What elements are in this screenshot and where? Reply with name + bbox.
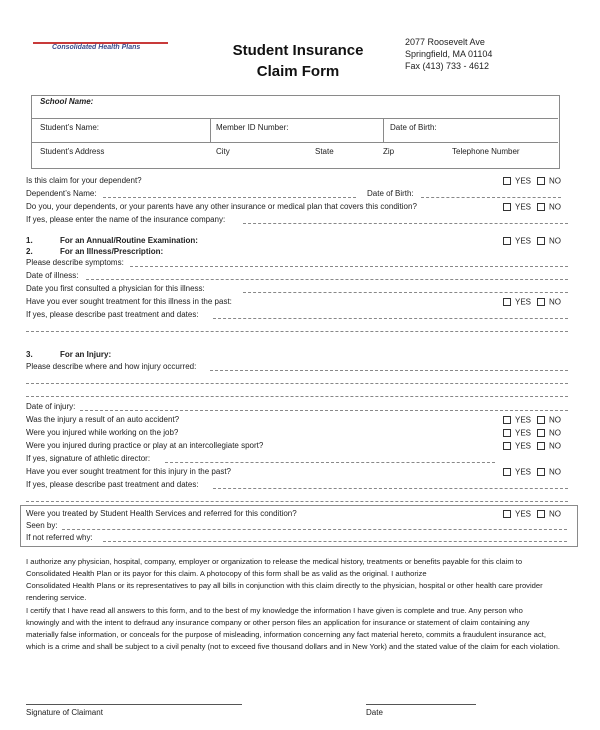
illness-past-treatment-line[interactable] [213,318,568,319]
checkbox-icon [537,237,545,245]
authorization-paragraph [26,556,586,604]
zip-field[interactable]: Zip [383,147,395,156]
on-job-yes[interactable]: YES [503,428,531,437]
divider [210,119,211,142]
illness-sought-no[interactable]: NO [537,297,561,306]
certification-line: which is a crime and shall be subject to a civil penalty (not to exceed five thousand dollars and in New York) and the stated value of the claim for each violation. [26,642,560,651]
dependent-name-label: Dependent’s Name: [26,189,97,198]
address-line2: Springfield, MA 01104 [405,49,493,59]
illness-past-treatment-line-2[interactable] [26,331,568,332]
illness-date-line[interactable] [86,279,568,280]
authorization-line: rendering service. [26,593,87,602]
section-3-number: 3. [26,350,33,359]
seen-by-line[interactable] [62,529,567,530]
section-2-number: 2. [26,247,33,256]
illness-date-label: Date of illness: [26,271,79,280]
on-job-no[interactable]: NO [537,428,561,437]
athletic-director-line[interactable] [165,462,495,463]
other-insurance-question: Do you, your dependents, or your parents have any other insurance or medical plan that covers this condition? [26,202,417,211]
auto-accident-no[interactable]: NO [537,415,561,424]
injury-sought-yes[interactable]: YES [503,467,531,476]
checkbox-icon [503,468,511,476]
checkbox-icon [537,416,545,424]
first-consulted-label: Date you first consulted a physician for this illness: [26,284,205,293]
dependent-yes[interactable]: YES [503,176,531,185]
checkbox-icon [537,298,545,306]
certification-line: knowingly and with the intent to defraud any insurance company or other person files an application for insurance or statement of claim containing any [26,618,530,627]
city-field[interactable]: City [216,147,230,156]
injury-sought-no[interactable]: NO [537,467,561,476]
not-referred-label: If not referred why: [26,533,93,542]
annual-exam-yes[interactable]: YES [503,236,531,245]
annual-exam-no[interactable]: NO [537,236,561,245]
referral-no[interactable]: NO [537,509,561,518]
logo: Consolidated Health Plans [52,44,141,51]
symptoms-label: Please describe symptoms: [26,258,124,267]
form-title-line1: Student Insurance [232,42,364,59]
seen-by-label: Seen by: [26,521,58,530]
checkbox-icon [503,177,511,185]
address-line1: 2077 Roosevelt Ave [405,37,485,47]
state-field[interactable]: State [315,147,334,156]
certification-paragraph [26,605,586,653]
injury-sought-question: Have you ever sought treatment for this injury in the past? [26,467,231,476]
injury-describe-line-2[interactable] [26,383,568,384]
checkbox-icon [503,442,511,450]
dependent-no[interactable]: NO [537,176,561,185]
checkbox-icon [537,510,545,518]
divider [32,118,558,119]
divider [32,142,558,143]
section-1-number: 1. [26,236,33,245]
students-name-field[interactable]: Student’s Name: [40,123,99,132]
on-job-question: Were you injured while working on the job? [26,428,179,437]
checkbox-icon [537,177,545,185]
divider [383,119,384,142]
illness-sought-question: Have you ever sought treatment for this illness in the past: [26,297,232,306]
checkbox-icon [537,468,545,476]
injury-date-line[interactable] [80,410,568,411]
fax-number: Fax (413) 733 - 4612 [405,61,490,71]
injury-describe-label: Please describe where and how injury occurred: [26,362,197,371]
first-consulted-line[interactable] [243,292,568,293]
dependent-dob-label: Date of Birth: [367,189,414,198]
injury-past-treatment-line[interactable] [213,488,568,489]
illness-sought-yes[interactable]: YES [503,297,531,306]
injury-past-treatment-label: If yes, please describe past treatment and dates: [26,480,199,489]
date-line[interactable] [366,704,476,705]
checkbox-icon [503,510,511,518]
students-address-field[interactable]: Student’s Address [40,147,105,156]
authorization-line: Consolidated Health Plan or its payor for this claim. A photocopy of this form shall be as valid as the original. I authorize [26,569,427,578]
checkbox-icon [503,298,511,306]
school-name-field[interactable]: School Name: [40,97,94,106]
injury-date-label: Date of injury: [26,402,76,411]
referral-question: Were you treated by Student Health Services and referred for this condition? [26,509,297,518]
insurance-company-label: If yes, please enter the name of the insurance company: [26,215,226,224]
address-block [405,36,492,72]
checkbox-icon [537,442,545,450]
section-3-title: For an Injury: [60,350,112,359]
illness-past-treatment-label: If yes, please describe past treatment and dates: [26,310,199,319]
referral-yes[interactable]: YES [503,509,531,518]
certification-line: materially false information, or conceals for the purpose of misleading, information concerning any fact material hereto, commits a fraudulent insurance act, [26,630,547,639]
form-title-line2: Claim Form [256,63,340,80]
insurance-company-line[interactable] [243,223,568,224]
checkbox-icon [503,416,511,424]
injury-past-treatment-line-2[interactable] [26,501,568,502]
telephone-field[interactable]: Telephone Number [452,147,520,156]
dependent-name-line[interactable] [103,197,356,198]
symptoms-line[interactable] [130,266,568,267]
member-id-field[interactable]: Member ID Number: [216,123,289,132]
injury-describe-line-3[interactable] [26,396,568,397]
student-dob-field[interactable]: Date of Birth: [390,123,437,132]
athletic-director-label: If yes, signature of athletic director: [26,454,151,463]
section-2-title: For an Illness/Prescription: [60,247,164,256]
checkbox-icon [537,203,545,211]
section-1-title: For an Annual/Routine Examination: [60,236,198,245]
auto-accident-yes[interactable]: YES [503,415,531,424]
signature-label: Signature of Claimant [26,708,103,717]
checkbox-icon [503,429,511,437]
checkbox-icon [537,429,545,437]
checkbox-icon [503,203,511,211]
authorization-line: I authorize any physician, hospital, company, employer or organization to release the medical history, treatments or benefits payable for this claim to [26,557,523,566]
injury-describe-line[interactable] [210,370,568,371]
student-info-box [31,95,560,169]
practice-no[interactable]: NO [537,441,561,450]
signature-line[interactable] [26,704,242,705]
practice-yes[interactable]: YES [503,441,531,450]
authorization-line: Consolidated Health Plans or its representatives to pay all bills in conjunction with this claim directly to the physician, hospital or other health care provider [26,581,543,590]
auto-accident-question: Was the injury a result of an auto accident? [26,415,180,424]
practice-question: Were you injured during practice or play at an intercollegiate sport? [26,441,264,450]
certification-line: I certify that I have read all answers to this form, and to the best of my knowledge the information I have given is complete and true. Any person who [26,606,523,615]
dependent-question: Is this claim for your dependent? [26,176,142,185]
other-insurance-yes[interactable]: YES [503,202,531,211]
dependent-dob-line[interactable] [421,197,561,198]
not-referred-line[interactable] [103,541,567,542]
checkbox-icon [503,237,511,245]
date-label: Date [366,708,383,717]
other-insurance-no[interactable]: NO [537,202,561,211]
